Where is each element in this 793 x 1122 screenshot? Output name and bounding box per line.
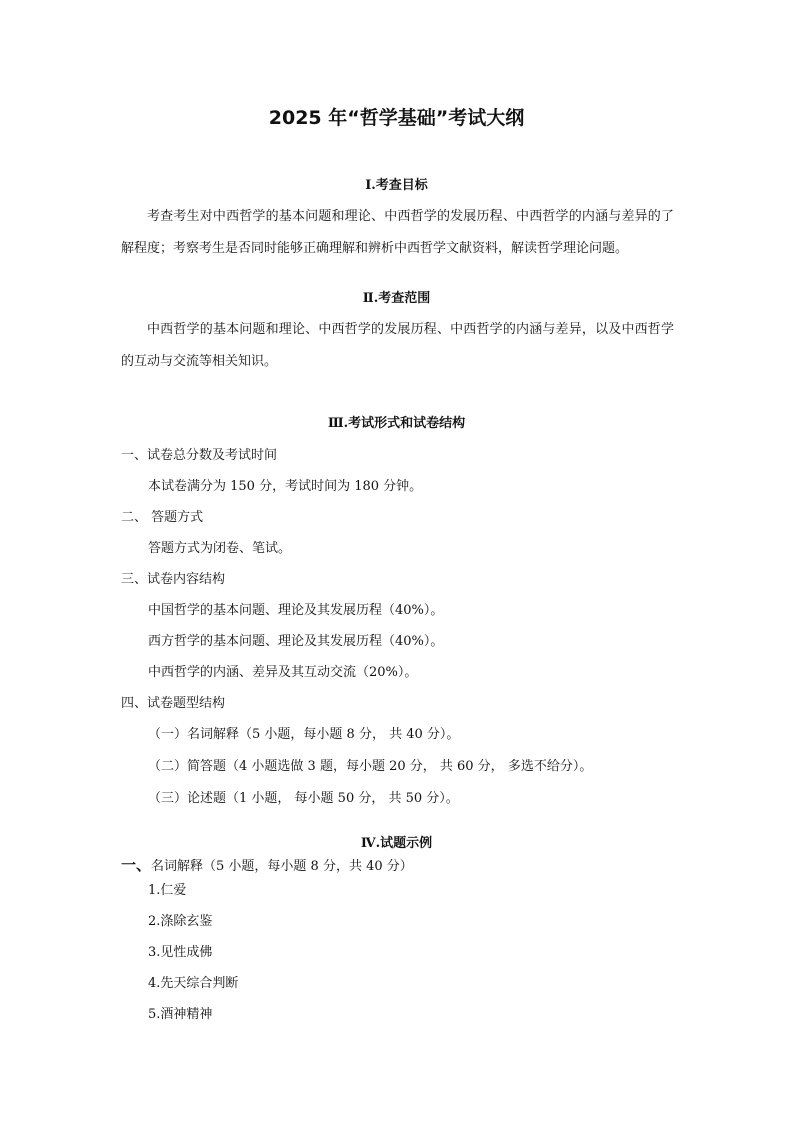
- section-3-heading: Ⅲ.考试形式和试卷结构: [327, 416, 466, 431]
- section-3-item-type-essay: （三）论述题（1 小题， 每小题 50 分， 共 50 分）。: [148, 791, 459, 806]
- section-3-item-content-chinese: 中国哲学的基本问题、理论及其发展历程（40%）。: [148, 603, 444, 618]
- document-title: 2025 年“哲学基础”考试大纲: [268, 107, 525, 129]
- section-1-heading: Ⅰ.考查目标: [365, 178, 428, 193]
- section-3-item-type-terms: （一）名词解释（5 小题，每小题 8 分， 共 40 分）。: [148, 727, 460, 742]
- section-3-item-content-comparative: 中西哲学的内涵、差异及其互动交流（20%）。: [148, 665, 418, 680]
- section-3-item-answer-mode-text: 答题方式为闭卷、笔试。: [148, 541, 292, 556]
- section-1-paragraph: 考查考生对中西哲学的基本问题和理论、中西哲学的发展历程、中西哲学的内涵与差异的了解程度；考察考生是否同时能够正确理解和辨析中西哲学文献资料，解读哲学理论问题。: [121, 209, 674, 256]
- section-3-item-total-score-heading: 一、试卷总分数及考试时间: [121, 448, 278, 463]
- example-term-2: 2.涤除玄鉴: [148, 914, 213, 929]
- section-4-lead: [121, 855, 413, 877]
- example-term-4: 4.先天综合判断: [148, 976, 239, 991]
- section-2-paragraph: 中西哲学的基本问题和理论、中西哲学的发展历程、中西哲学的内涵与差异，以及中西哲学的互动与交流等相关知识。: [121, 322, 674, 369]
- section-2-heading: Ⅱ.考查范围: [362, 291, 431, 306]
- example-term-1: 1.仁爱: [148, 883, 187, 898]
- section-3-item-content-heading: 三、试卷内容结构: [121, 572, 226, 587]
- section-4-lead-text: 名词解释（5 小题，每小题 8 分，共 40 分）: [151, 859, 413, 874]
- section-3-item-types-heading: 四、试卷题型结构: [121, 696, 226, 711]
- section-4-lead-number: 一、: [121, 856, 152, 874]
- section-3-item-answer-mode-heading: 二、 答题方式: [121, 510, 204, 525]
- section-3-item-content-western: 西方哲学的基本问题、理论及其发展历程（40%）。: [148, 634, 444, 649]
- example-term-3: 3.见性成佛: [148, 945, 213, 960]
- section-4-heading: Ⅳ.试题示例: [360, 836, 433, 851]
- section-3-item-total-score-text: 本试卷满分为 150 分，考试时间为 180 分钟。: [148, 479, 423, 494]
- example-term-5: 5.酒神精神: [148, 1007, 213, 1022]
- section-3-item-type-short-answer: （二）简答题（4 小题选做 3 题，每小题 20 分， 共 60 分， 多选不给分）。: [148, 759, 593, 774]
